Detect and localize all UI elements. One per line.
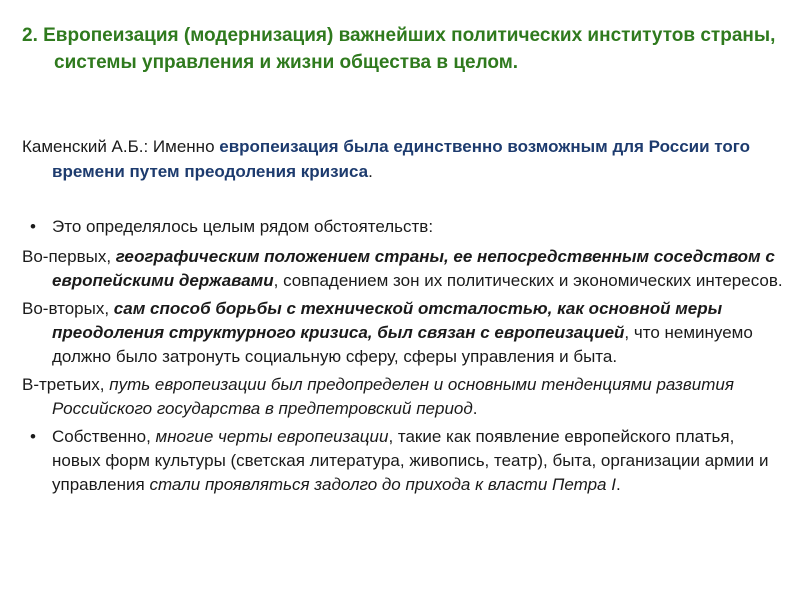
item-text: Это определялось целым рядом обстоятельств: xyxy=(52,217,434,236)
item-emphasis: географическим положением страны, ее непосредственным соседством с европейскими державами xyxy=(52,247,775,290)
item-emphasis: сам способ борьбы с технической отсталостью, как основной меры преодоления структурного кризиса, был связан с европеизацией xyxy=(52,299,723,342)
item-lead: Собственно, xyxy=(52,427,156,446)
item-emphasis-2: стали проявляться задолго до прихода к власти Петра I xyxy=(149,475,616,494)
item-emphasis: многие черты европеизации xyxy=(155,427,389,446)
list-item-second xyxy=(22,297,787,369)
item-rest: , что неминуемо должно было затронуть социальную сферу, сферы управления и быта. xyxy=(52,323,753,366)
item-lead: Во-вторых, xyxy=(22,299,114,318)
quote-end: . xyxy=(368,162,373,181)
bullet-icon: • xyxy=(30,217,36,236)
item-middle: , такие как появление европейского платья, новых форм культуры (светская литература, живопись, театр), быта, организации армии и управления xyxy=(52,427,769,494)
item-end: . xyxy=(615,475,621,494)
item-rest: . xyxy=(472,399,478,418)
item-lead: В-третьих, xyxy=(22,375,110,394)
item-rest: , совпадением зон их политических и экономических интересов. xyxy=(273,271,783,290)
list-item-third xyxy=(22,373,787,421)
quote-emphasis: европеизация была единственно возможным для России того времени путем преодоления кризиса xyxy=(52,137,751,181)
body-list xyxy=(22,215,787,501)
list-item-features xyxy=(22,425,787,497)
quote-author: Каменский А.Б.: Именно xyxy=(22,137,220,156)
bullet-icon: • xyxy=(30,427,36,446)
item-lead: Во-первых, xyxy=(22,247,116,266)
slide-heading: 2. Европеизация (модернизация) важнейших политических институтов страны, системы управления и жизни общества в целом. xyxy=(22,25,776,73)
quote-paragraph xyxy=(22,134,792,184)
item-emphasis: путь европеизации был предопределен и основными тенденциями развития Российского государства в предпетровский период xyxy=(52,375,734,418)
list-item-circumstances xyxy=(22,215,787,239)
list-item-first xyxy=(22,245,787,293)
